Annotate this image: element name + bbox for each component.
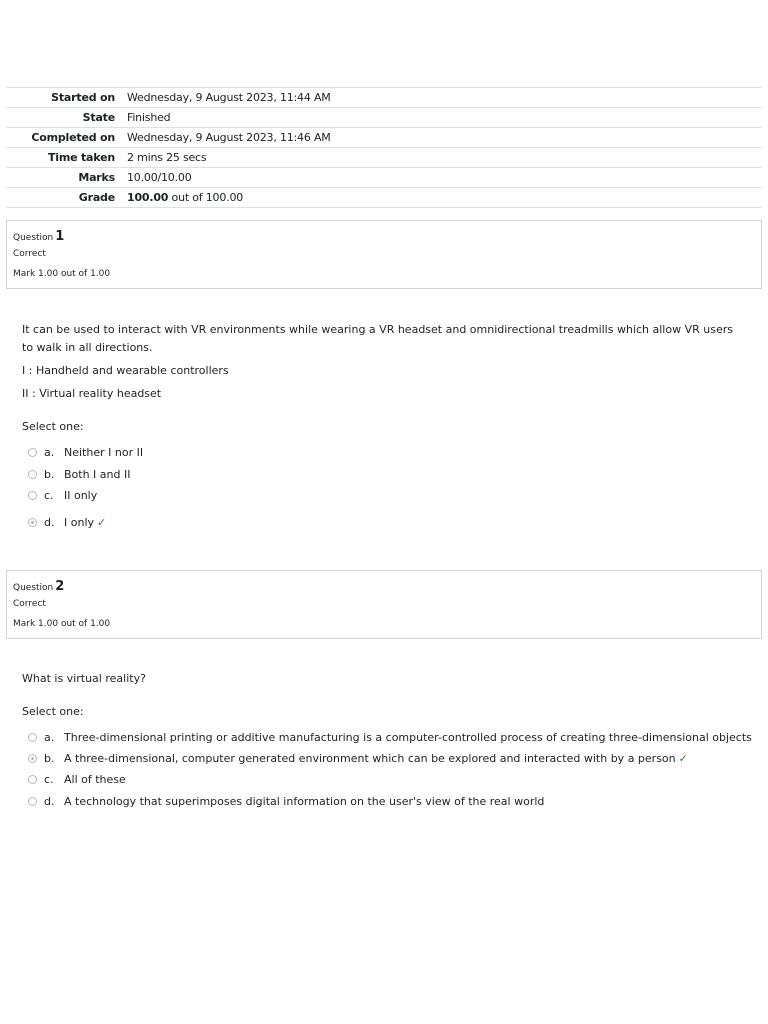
summary-value: Finished — [127, 111, 171, 124]
radio-button[interactable] — [28, 491, 37, 500]
question-state: Correct — [13, 599, 46, 609]
option-letter: c. — [44, 773, 54, 786]
summary-label: Time taken — [47, 151, 115, 164]
question-statement-ii: II : Virtual reality headset — [22, 387, 162, 400]
option-1c[interactable] — [28, 489, 97, 503]
summary-row-state — [6, 108, 762, 128]
question-stem: It can be used to interact with VR environments while wearing a VR headset and omnidirectional treadmills which allow VR users to walk in all directions. — [22, 323, 733, 354]
option-letter: a. — [44, 731, 55, 744]
option-1d[interactable] — [28, 516, 106, 530]
summary-label: Completed on — [31, 131, 115, 144]
question-text-2 — [22, 670, 746, 688]
summary-row-completed — [6, 128, 762, 148]
question-label: Question — [13, 233, 54, 243]
summary-value: Wednesday, 9 August 2023, 11:46 AM — [127, 131, 331, 144]
question-statement-i: I : Handheld and wearable controllers — [22, 364, 229, 377]
option-text: Three-dimensional printing or additive manufacturing is a computer-controlled process of creating three-dimensional objects — [64, 731, 752, 744]
option-text: Both I and II — [64, 468, 131, 481]
option-letter: a. — [44, 446, 55, 459]
radio-button[interactable] — [28, 775, 37, 784]
option-2a[interactable] — [28, 731, 752, 745]
radio-button-selected[interactable] — [28, 754, 37, 763]
option-1b[interactable] — [28, 468, 130, 482]
grade-score: 100.00 — [127, 191, 169, 204]
summary-value — [121, 188, 762, 208]
summary-row-marks — [6, 168, 762, 188]
option-1a[interactable] — [28, 446, 143, 460]
question-label: Question — [13, 583, 54, 593]
radio-button[interactable] — [28, 733, 37, 742]
radio-button[interactable] — [28, 797, 37, 806]
summary-row-time-taken — [6, 148, 762, 168]
summary-value: 10.00/10.00 — [127, 171, 192, 184]
option-letter: b. — [44, 468, 55, 481]
select-one-prompt: Select one: — [22, 705, 84, 718]
summary-value: 2 mins 25 secs — [127, 151, 207, 164]
question-info-2 — [6, 570, 762, 639]
option-letter: b. — [44, 752, 55, 765]
option-text: All of these — [64, 773, 126, 786]
select-one-prompt: Select one: — [22, 420, 84, 433]
option-text: I only — [64, 516, 95, 529]
option-letter: c. — [44, 489, 54, 502]
summary-label: Marks — [78, 171, 115, 184]
radio-button-selected[interactable] — [28, 518, 37, 527]
question-text-1 — [22, 321, 746, 403]
option-2d[interactable] — [28, 795, 544, 809]
summary-row-started — [6, 88, 762, 108]
option-text: Neither I nor II — [64, 446, 144, 459]
option-2c[interactable] — [28, 773, 126, 787]
option-letter: d. — [44, 516, 55, 529]
option-text: A technology that superimposes digital information on the user's view of the real world — [64, 795, 545, 808]
radio-button[interactable] — [28, 448, 37, 457]
summary-label: Started on — [51, 91, 115, 104]
question-grade: Mark 1.00 out of 1.00 — [13, 269, 111, 279]
summary-label: Grade — [78, 191, 115, 204]
question-number — [13, 579, 64, 594]
option-2b[interactable] — [28, 752, 688, 766]
option-text: II only — [64, 489, 98, 502]
quiz-review-summary — [6, 87, 762, 208]
summary-row-grade — [6, 188, 762, 208]
question-number-value: 2 — [55, 579, 65, 594]
option-letter: d. — [44, 795, 55, 808]
question-state: Correct — [13, 249, 46, 259]
summary-value: Wednesday, 9 August 2023, 11:44 AM — [127, 91, 331, 104]
question-number-value: 1 — [55, 229, 65, 244]
correct-check-icon: ✓ — [678, 752, 688, 765]
radio-button[interactable] — [28, 470, 37, 479]
option-text: A three-dimensional, computer generated environment which can be explored and interacted with by a person — [64, 752, 676, 765]
question-grade: Mark 1.00 out of 1.00 — [13, 619, 111, 629]
correct-check-icon: ✓ — [97, 516, 107, 529]
question-number — [13, 229, 64, 244]
summary-label: State — [82, 111, 115, 124]
grade-total: out of 100.00 — [171, 191, 244, 204]
question-info-1 — [6, 220, 762, 289]
question-stem: What is virtual reality? — [22, 672, 146, 685]
